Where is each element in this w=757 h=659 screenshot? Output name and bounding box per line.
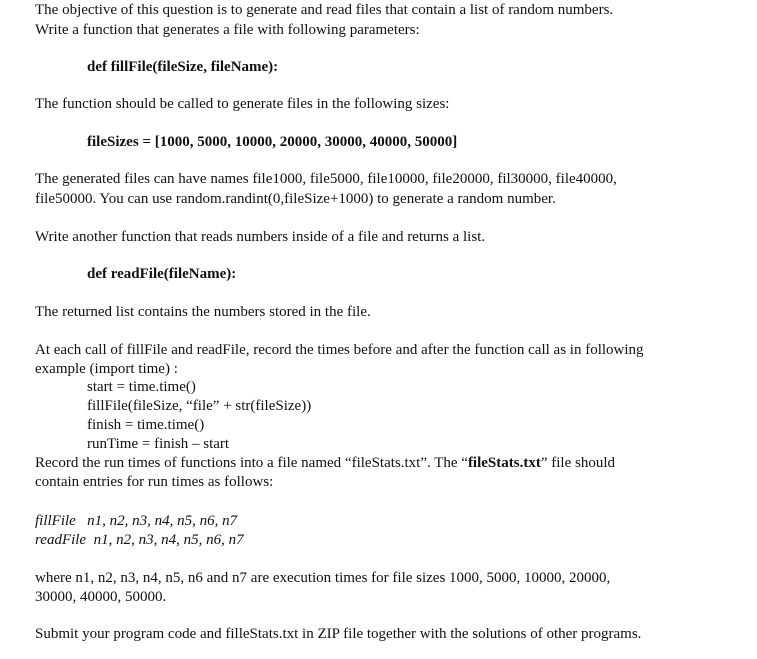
readfile-signature: def readFile(fileName): bbox=[87, 266, 237, 282]
sizes-intro: The function should be called to generate files in the following sizes: bbox=[35, 96, 450, 112]
format-readfile: readFile n1, n2, n3, n4, n5, n6, n7 bbox=[35, 532, 244, 548]
code-line-fillfile: fillFile(fileSize, “file” + str(fileSize)) bbox=[87, 398, 312, 414]
fillfile-signature: def fillFile(fileSize, fileName): bbox=[87, 59, 279, 75]
code-line-start: start = time.time() bbox=[87, 379, 196, 395]
format-fillfile: fillFile n1, n2, n3, n4, n5, n6, n7 bbox=[35, 513, 238, 529]
record-line-1-c: ” file should bbox=[540, 455, 615, 471]
filenames-line-2: file50000. You can use random.randint(0,fileSize+1000) to generate a random number. bbox=[35, 191, 556, 207]
record-line-1-a: Record the run times of functions into a file named “fileStats.txt”. The “ bbox=[35, 455, 468, 471]
returned-list-text: The returned list contains the numbers stored in the file. bbox=[35, 304, 371, 320]
submit-instructions: Submit your program code and filleStats.txt in ZIP file together with the solutions of other programs. bbox=[35, 626, 642, 642]
record-line-1 bbox=[35, 454, 615, 473]
intro-line-1: The objective of this question is to generate and read files that contain a list of random numbers. bbox=[35, 2, 614, 18]
code-line-runtime: runTime = finish – start bbox=[87, 436, 230, 452]
record-line-2: contain entries for run times as follows: bbox=[35, 474, 274, 490]
record-line-1-filename: fileStats.txt bbox=[467, 455, 541, 471]
readfile-intro: Write another function that reads numbers inside of a file and returns a list. bbox=[35, 229, 486, 245]
timing-line-2: example (import time) : bbox=[35, 361, 178, 377]
code-line-finish: finish = time.time() bbox=[87, 417, 205, 433]
timing-line-1: At each call of fillFile and readFile, record the times before and after the function call as in following bbox=[35, 342, 644, 358]
file-sizes-list: fileSizes = [1000, 5000, 10000, 20000, 30000, 40000, 50000] bbox=[87, 134, 458, 150]
intro-line-2: Write a function that generates a file with following parameters: bbox=[35, 22, 420, 38]
where-line-1: where n1, n2, n3, n4, n5, n6 and n7 are execution times for file sizes 1000, 5000, 10000, 20000, bbox=[35, 570, 611, 586]
filenames-line-1: The generated files can have names file1000, file5000, file10000, file20000, fil30000, file40000, bbox=[35, 171, 617, 187]
where-line-2: 30000, 40000, 50000. bbox=[35, 589, 167, 605]
